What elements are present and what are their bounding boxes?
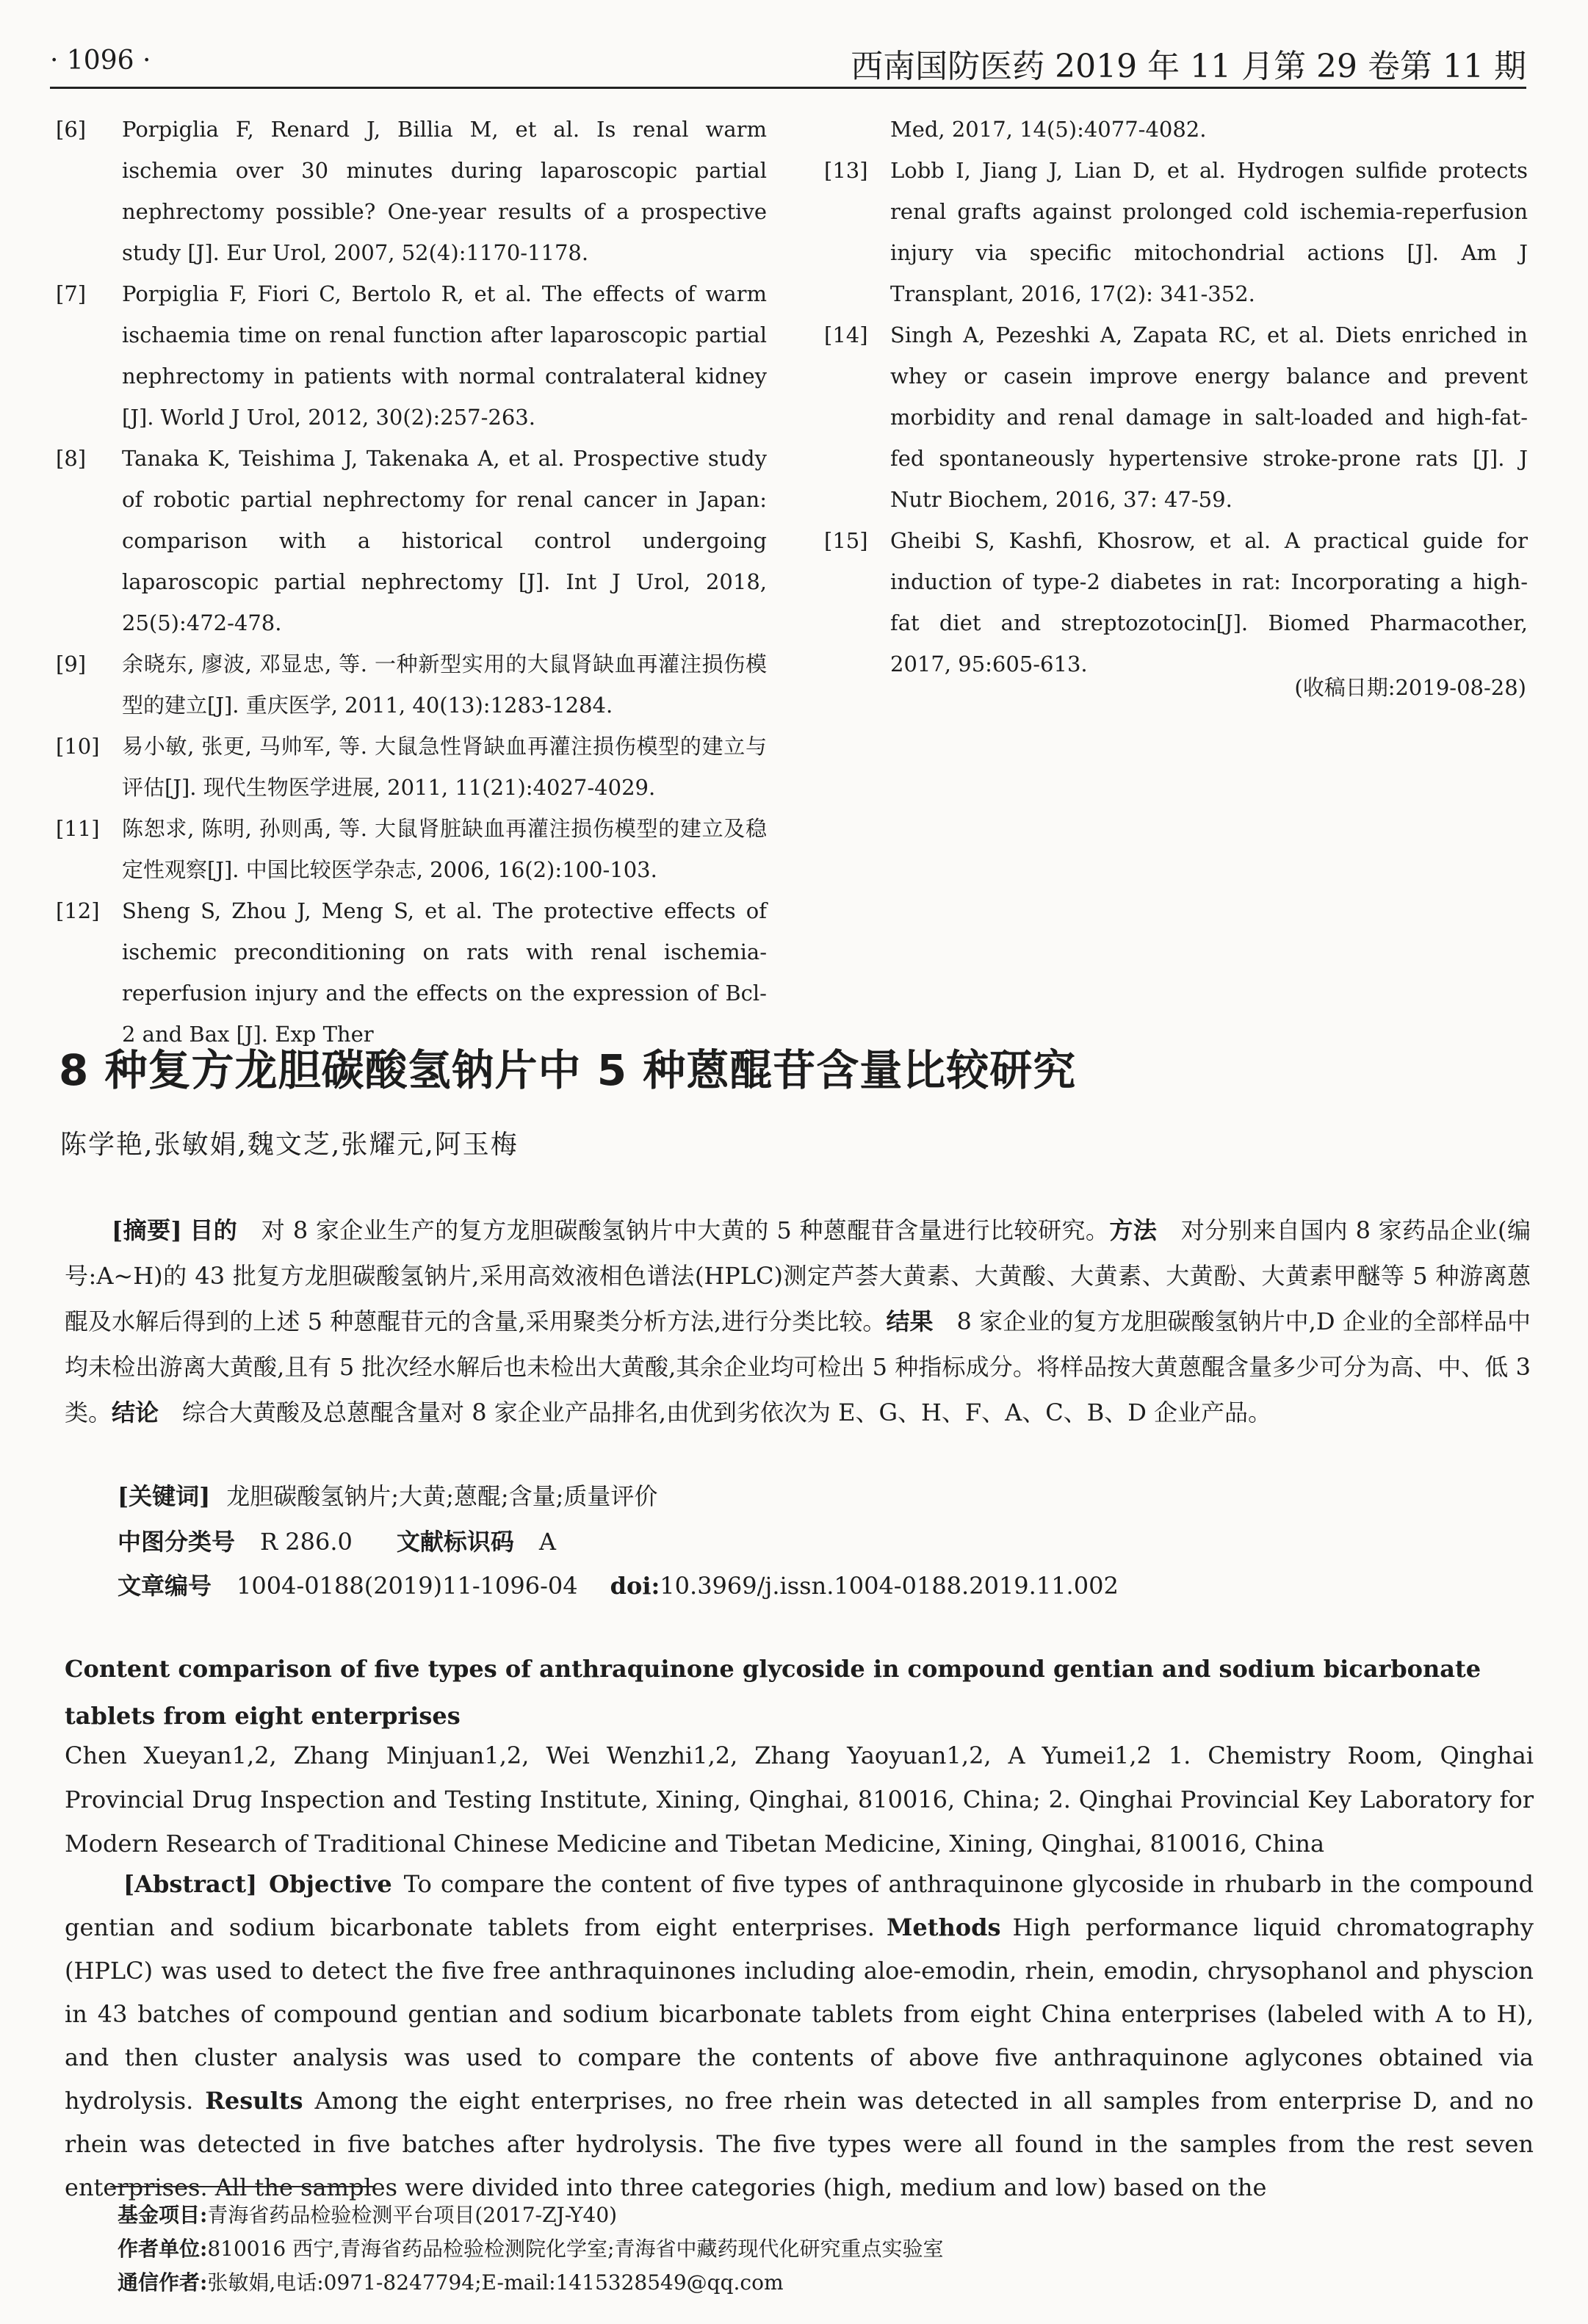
objective-cn: 对 8 家企业生产的复方龙胆碳酸氢钠片中大黄的 5 种蒽醌苷含量进行比较研究。 <box>261 1216 1110 1244</box>
methods-cn-label: 方法 <box>1109 1216 1158 1244</box>
reference-item: [12] Sheng S, Zhou J, Meng S, et al. The protective effects of ischemic preconditioning on rats with renal ischemia-reperfusion injury and the effects on the expression of Bcl-2 and Bax [J]. Exp Ther <box>56 898 767 1047</box>
objective-en-label: Objective <box>269 1870 392 1898</box>
reference-item: [7] Porpiglia F, Fiori C, Bertolo R, et al. The effects of warm ischaemia time on renal function after laparoscopic partial nephrectomy in patients with normal contralateral kidney [J]. World J Urol, 2012, 30(2):257-263. <box>56 281 767 430</box>
results-cn-label: 结果 <box>886 1307 934 1335</box>
article-no-value: 1004-0188(2019)11-1096-04 <box>237 1572 578 1600</box>
clc-label: 中图分类号 <box>118 1528 236 1556</box>
reference-continuation: Med, 2017, 14(5):4077-4082. <box>890 117 1207 142</box>
results-cn: 8 家企业的复方龙胆碳酸氢钠片中,D 企业的全部样品中均未检出游离大黄酸,且有 5 批次经水解后也未检出大黄酸,其余企业均可检出 5 种指标成分。将样品按大黄蒽醌含量多少可分为高、中、低 3 类。 <box>65 1307 1531 1426</box>
article-no-label: 文章编号 <box>118 1572 212 1600</box>
keywords-label: [关键词] <box>118 1482 211 1510</box>
methods-en: High performance liquid chromatography (HPLC) was used to detect the five free anthraquinones including aloe-emodin, rhein, emodin, chrysophanol and physcion in 43 batches of compound gentian and sodium bicarbonate tablets from eight China enterprises (labeled with A to H), and then cluster analysis was used to compare the contents of above five anthraquinone aglycones obtained via hydrolysis. <box>65 1913 1534 2115</box>
conclusion-cn-label: 结论 <box>112 1399 159 1426</box>
results-en-label: Results <box>205 2087 303 2115</box>
journal-header: 西南国防医药 2019 年 11 月第 29 卷第 11 期 <box>851 48 1526 85</box>
article-title-cn: 8 种复方龙胆碳酸氢钠片中 5 种蒽醌苷含量比较研究 <box>59 1045 1077 1095</box>
footnote-fund: 基金项目:青海省药品检验检测平台项目(2017-ZJ-Y40) <box>118 2203 618 2227</box>
abstract-en <box>65 1863 1534 2209</box>
reference-item: [14] Singh A, Pezeshki A, Zapata RC, et al. Diets enriched in whey or casein improve energy balance and prevent morbidity and renal damage in salt-loaded and high-fat-fed spontaneously hypertensive stroke-prone rats [J]. J Nutr Biochem, 2016, 37: 47-59. <box>824 322 1528 512</box>
objective-en: To compare the content of five types of anthraquinone glycoside in rhubarb in the compound gentian and sodium bicarbonate tablets from eight enterprises. <box>65 1870 1534 1941</box>
footnote-rule <box>110 2186 375 2187</box>
reference-item: [8] Tanaka K, Teishima J, Takenaka A, et al. Prospective study of robotic partial nephrectomy for renal cancer in Japan: comparison with a historical control undergoing laparoscopic partial nephrectomy [J]. Int J Urol, 2018, 25(5):472-478. <box>56 446 767 635</box>
references-left-column <box>56 109 767 1055</box>
abstract-cn <box>65 1208 1531 1435</box>
results-en: Among the eight enterprises, no free rhein was detected in all samples from enterprise D, and no rhein was detected in five batches after hydrolysis. The five types were all found in the samples from the rest seven enterprises. All the samples were divided into three categories (high, medium and low) based on the <box>65 2087 1534 2201</box>
keywords-line <box>118 1478 657 1512</box>
article-authors-en: Chen Xueyan1,2, Zhang Minjuan1,2, Wei Wenzhi1,2, Zhang Yaoyuan1,2, A Yumei1,2 1. Chemistry Room, Qinghai Provincial Drug Inspection and Testing Institute, Xining, Qinghai, 810016, China; 2. Qinghai Provincial Key Laboratory for Modern Research of Traditional Chinese Medicine and Tibetan Medicine, Xining, Qinghai, 810016, China <box>65 1742 1534 1858</box>
doc-code-value: A <box>538 1528 557 1556</box>
article-title-en: Content comparison of five types of anthraquinone glycoside in compound gentian and sodium bicarbonate tablets from eight enterprises <box>65 1655 1481 1730</box>
abstract-en-label: [Abstract] <box>123 1870 258 1898</box>
page-number: · 1096 · <box>50 46 151 76</box>
classification-line <box>118 1523 556 1557</box>
references-right-column <box>824 109 1528 685</box>
reference-item: [15] Gheibi S, Kashfi, Khosrow, et al. A practical guide for induction of type-2 diabetes in rat: Incorporating a high-fat diet and streptozotocin[J]. Biomed Pharmacother, 2017, 95:605-613. <box>824 528 1528 676</box>
article-authors-cn: 陈学艳,张敏娟,魏文芝,张耀元,阿玉梅 <box>60 1130 519 1160</box>
abstract-cn-label: [摘要] <box>112 1216 182 1244</box>
doi-label: doi: <box>610 1572 660 1600</box>
footnote-correspondence: 通信作者:张敏娟,电话:0971-8247794;E-mail:1415328549@qq.com <box>118 2270 784 2295</box>
reference-item: [13] Lobb I, Jiang J, Lian D, et al. Hydrogen sulfide protects renal grafts against prolonged cold ischemia-reperfusion injury via specific mitochondrial actions [J]. Am J Transplant, 2016, 17(2): 341-352. <box>824 158 1528 306</box>
methods-cn: 对分别来自国内 8 家药品企业(编号:A~H)的 43 批复方龙胆碳酸氢钠片,采用高效液相色谱法(HPLC)测定芦荟大黄素、大黄酸、大黄素、大黄酚、大黄素甲醚等 5 种游离蒽醌及水解后得到的上述 5 种蒽醌苷元的含量,采用聚类分析方法,进行分类比较。 <box>65 1216 1531 1335</box>
received-date: (收稿日期:2019-08-28) <box>1294 675 1526 700</box>
reference-item: [10] 易小敏, 张更, 马帅军, 等. 大鼠急性肾缺血再灌注损伤模型的建立与评估[J]. 现代生物医学进展, 2011, 11(21):4027-4029. <box>56 734 767 800</box>
footnote-affiliation: 作者单位:810016 西宁,青海省药品检验检测院化学室;青海省中藏药现代化研究重点实验室 <box>118 2237 944 2261</box>
conclusion-cn: 综合大黄酸及总蒽醌含量对 8 家企业产品排名,由优到劣依次为 E、G、H、F、A、C、B、D 企业产品。 <box>182 1399 1272 1426</box>
objective-cn-label: 目的 <box>190 1216 238 1244</box>
header-rule <box>50 87 1526 89</box>
keywords: 龙胆碳酸氢钠片;大黄;蒽醌;含量;质量评价 <box>226 1482 658 1510</box>
reference-item: [6] Porpiglia F, Renard J, Billia M, et al. Is renal warm ischemia over 30 minutes during laparoscopic partial nephrectomy possible? One-year results of a prospective study [J]. Eur Urol, 2007, 52(4):1170-1178. <box>56 117 767 265</box>
doi-value: 10.3969/j.issn.1004-0188.2019.11.002 <box>660 1572 1119 1600</box>
clc-value: R 286.0 <box>260 1528 353 1556</box>
article-number-line <box>118 1567 1119 1601</box>
doc-code-label: 文献标识码 <box>396 1528 514 1556</box>
methods-en-label: Methods <box>886 1913 1001 1941</box>
reference-item: [9] 余晓东, 廖波, 邓显忠, 等. 一种新型实用的大鼠肾缺血再灌注损伤模型的建立[J]. 重庆医学, 2011, 40(13):1283-1284. <box>56 652 767 718</box>
reference-item: [11] 陈恕求, 陈明, 孙则禹, 等. 大鼠肾脏缺血再灌注损伤模型的建立及稳定性观察[J]. 中国比较医学杂志, 2006, 16(2):100-103. <box>56 816 767 882</box>
